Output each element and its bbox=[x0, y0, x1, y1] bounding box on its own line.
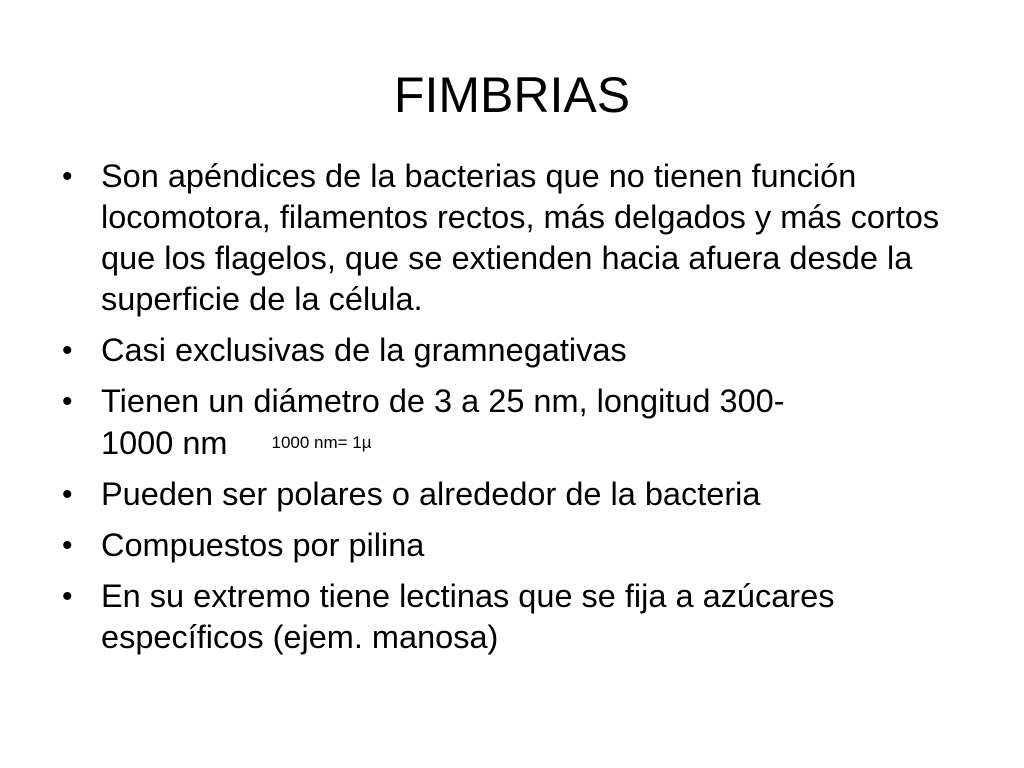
unit-note: 1000 nm= 1µ bbox=[271, 433, 372, 452]
bullet-text: En su extremo tiene lectinas que se fija a azúcares específicos (ejem. manosa) bbox=[101, 578, 835, 655]
bullet-text: Pueden ser polares o alrededor de la bacteria bbox=[101, 476, 761, 512]
bullet-item bbox=[54, 156, 954, 320]
bullet-list bbox=[54, 156, 954, 668]
bullet-item bbox=[54, 576, 954, 658]
bullet-marker: • bbox=[62, 385, 73, 418]
bullet-text-continuation: 1000 nm bbox=[101, 425, 228, 461]
bullet-marker: • bbox=[62, 580, 73, 613]
bullet-text: Tienen un diámetro de 3 a 25 nm, longitud 300- bbox=[101, 383, 785, 419]
bullet-marker: • bbox=[62, 478, 73, 511]
bullet-marker: • bbox=[62, 334, 73, 367]
bullet-item bbox=[54, 474, 954, 515]
bullet-marker: • bbox=[62, 529, 73, 562]
bullet-item bbox=[54, 381, 954, 464]
bullet-item bbox=[54, 525, 954, 566]
bullet-text: Casi exclusivas de la gramnegativas bbox=[101, 332, 627, 368]
slide-title: FIMBRIAS bbox=[393, 67, 631, 123]
bullet-text: Compuestos por pilina bbox=[101, 527, 425, 563]
bullet-text: Son apéndices de la bacterias que no tienen función locomotora, filamentos rectos, más delgados y más cortos que los flagelos, que se extienden hacia afuera desde la superficie de la célula. bbox=[101, 158, 940, 317]
bullet-marker: • bbox=[62, 160, 73, 193]
bullet-item bbox=[54, 330, 954, 371]
